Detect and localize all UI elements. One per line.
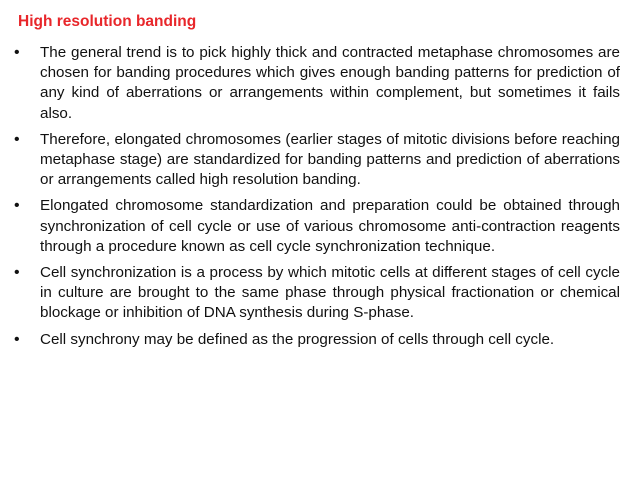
bullet-icon: • (14, 330, 20, 348)
bullet-icon: • (14, 264, 20, 282)
bullet-icon: • (14, 44, 20, 61)
list-item (14, 196, 620, 257)
list-item (14, 130, 620, 191)
list-item (14, 330, 620, 350)
bullet-text: The general trend is to pick highly thick and contracted metaphase chromosomes are chosen for banding procedures which gives enough banding patterns for prediction of any kind of aberrations or arrangements within complement, but sometimes it fails also. (40, 44, 620, 122)
bullet-icon: • (14, 197, 20, 215)
bullet-text: Elongated chromosome standardization and preparation could be obtained through synchronization of cell cycle or use of various chromosome anti-contraction reagents through a procedure known as cell cycle synchronization technique. (40, 197, 620, 255)
bullet-text: Cell synchrony may be defined as the progression of cells through cell cycle. (40, 330, 555, 348)
list-item (14, 43, 620, 124)
bullet-icon: • (14, 130, 20, 148)
bullet-list (14, 43, 620, 356)
list-item (14, 263, 620, 324)
bullet-text: Cell synchronization is a process by which mitotic cells at different stages of cell cycle in culture are brought to the same phase through physical fractionation or chemical blockage or inhibition of DNA synthesis during S-phase. (40, 264, 620, 322)
slide-title: High resolution banding (18, 13, 197, 30)
bullet-text: Therefore, elongated chromosomes (earlier stages of mitotic divisions before reaching metaphase stage) are standardized for banding patterns and prediction of aberrations or arrangements called high resolution banding. (40, 130, 620, 189)
